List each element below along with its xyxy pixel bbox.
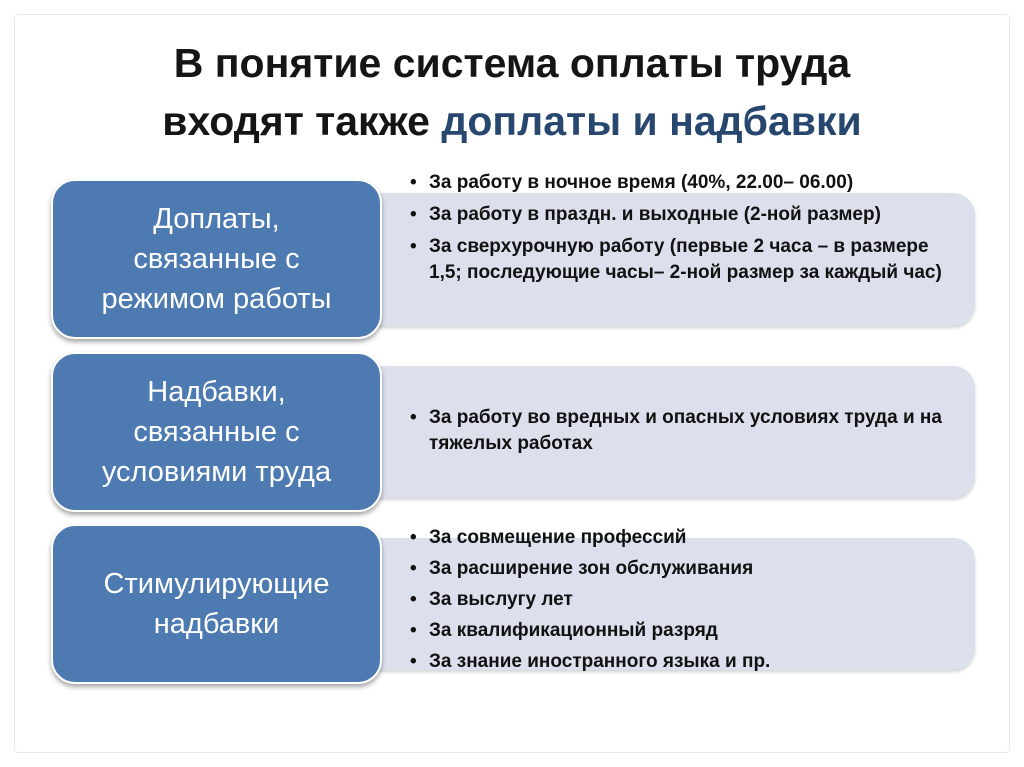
- title-line-2-plain: входят также: [162, 98, 442, 144]
- list-item: • За выслугу лет: [409, 587, 949, 613]
- block-3-label: Стимулирующие надбавки: [51, 524, 382, 684]
- block-3-list: [409, 525, 949, 680]
- title-line-2: [30, 92, 994, 150]
- block-1-label: Доплаты, связанные с режимом работы: [51, 179, 382, 339]
- slide-title: [30, 34, 994, 150]
- list-item: • За знание иностранного языка и пр.: [409, 649, 949, 675]
- list-item: • За расширение зон обслуживания: [409, 556, 949, 582]
- title-line-1: В понятие система оплаты труда: [173, 40, 851, 86]
- block-2-list: [409, 405, 949, 463]
- list-item: • За совмещение профессий: [409, 525, 949, 551]
- list-item: • За работу в праздн. и выходные (2-ной размер): [409, 202, 949, 228]
- title-line-2-accent: доплаты и надбавки: [441, 98, 862, 144]
- block-1-list: [409, 170, 949, 292]
- list-item: • За работу в ночное время (40%, 22.00– 06.00): [409, 170, 949, 196]
- list-item: • За работу во вредных и опасных условиях труда и на тяжелых работах: [409, 405, 949, 457]
- list-item: • За квалификационный разряд: [409, 618, 949, 644]
- list-item: • За сверхурочную работу (первые 2 часа – в размере 1,5; последующие часы– 2-ной размер за каждый час): [409, 234, 949, 286]
- block-2-label: Надбавки, связанные с условиями труда: [51, 352, 382, 512]
